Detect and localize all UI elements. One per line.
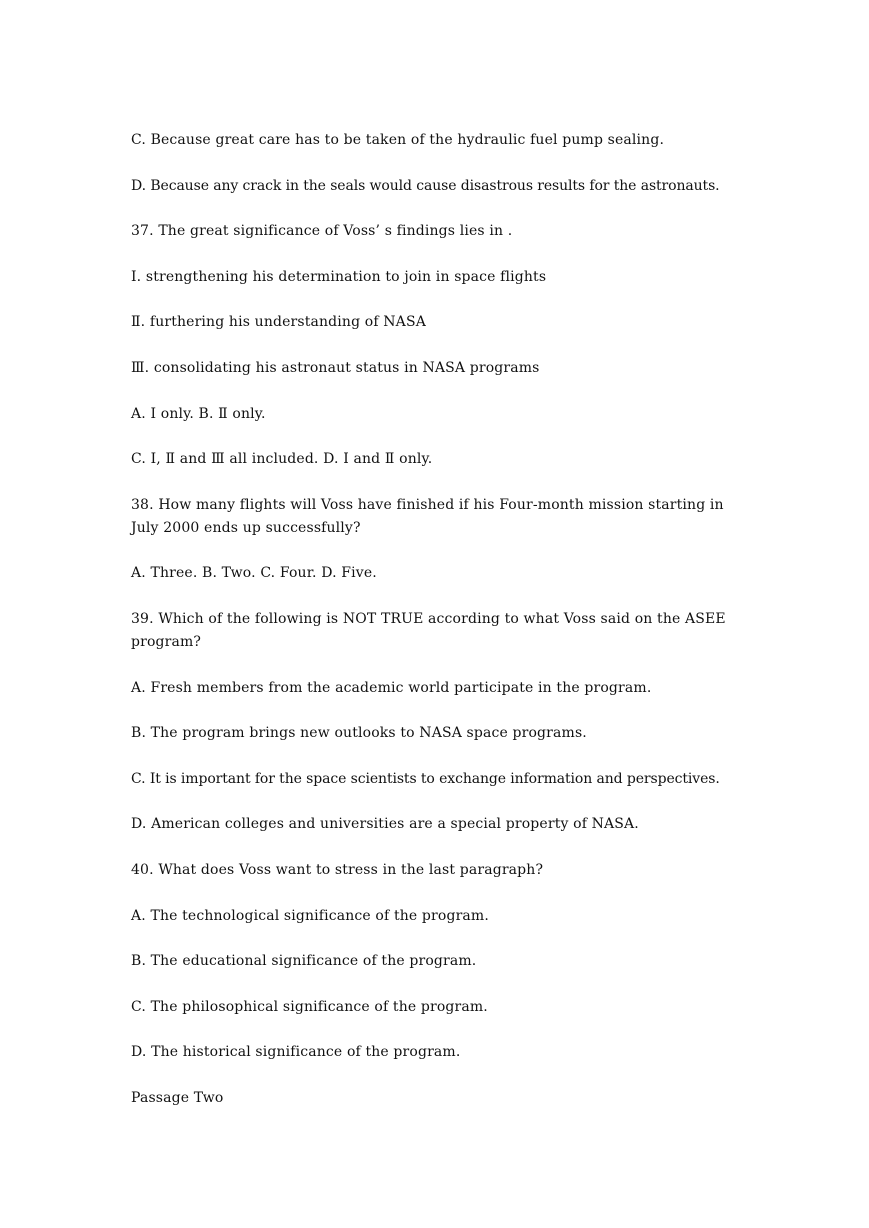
question-39: 39. Which of the following is NOT TRUE according to what Voss said on the ASEE program? xyxy=(131,610,731,650)
passage-heading: Passage Two xyxy=(131,1089,224,1106)
option-40-c: C. The philosophical significance of the program. xyxy=(131,998,488,1015)
option-40-b: B. The educational significance of the program. xyxy=(131,953,477,970)
statement-iii: Ⅲ. consolidating his astronaut status in NASA programs xyxy=(131,359,540,376)
question-38: 38. How many flights will Voss have finished if his Four-month mission starting in July 2000 ends up successfully? xyxy=(131,496,729,536)
question-40: 40. What does Voss want to stress in the last paragraph? xyxy=(131,861,544,878)
option-40-a: A. The technological significance of the program. xyxy=(131,907,489,924)
option-39-c: C. It is important for the space scientists to exchange information and perspectives. xyxy=(131,770,720,787)
option-36-c: C. Because great care has to be taken of the hydraulic fuel pump sealing. xyxy=(131,132,665,148)
statement-ii: Ⅱ. furthering his understanding of NASA xyxy=(131,314,426,331)
option-36-d: D. Because any crack in the seals would cause disastrous results for the astronauts. xyxy=(131,177,720,194)
option-40-d: D. The historical significance of the program. xyxy=(131,1044,461,1061)
options-37-ab: A. Ⅰ only. B. Ⅱ only. xyxy=(131,405,266,422)
option-39-a: A. Fresh members from the academic world participate in the program. xyxy=(131,679,652,696)
options-37-cd: C. Ⅰ, Ⅱ and Ⅲ all included. D. Ⅰ and Ⅱ only. xyxy=(131,451,433,468)
options-38: A. Three. B. Two. C. Four. D. Five. xyxy=(131,565,377,582)
question-37: 37. The great significance of Voss’ s findings lies in . xyxy=(131,223,513,240)
option-39-d: D. American colleges and universities are a special property of NASA. xyxy=(131,816,639,833)
statement-i: Ⅰ. strengthening his determination to join in space flights xyxy=(131,268,547,285)
option-39-b: B. The program brings new outlooks to NASA space programs. xyxy=(131,725,587,742)
document-body xyxy=(131,129,741,1110)
